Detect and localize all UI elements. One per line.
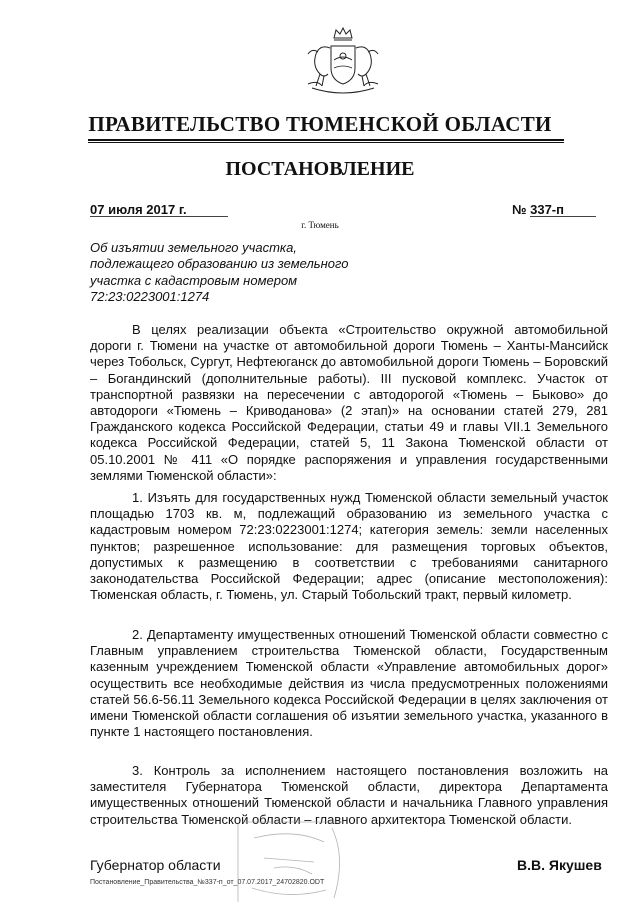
title-rule-thick bbox=[88, 139, 564, 141]
coat-of-arms-icon bbox=[298, 24, 388, 100]
official-stamp-icon bbox=[234, 818, 352, 908]
clause-2: 2. Департаменту имущественных отношений Тюменской области совместно с Главным управлением строительства Тюменской области, Государственным казенным учреждением Тюменской области «Управление автомобильных дорог» осуществить все необходимые действия из числа предусмотренных положениями статей 56.6-56.11 Земельного кодекса Российской Федерации в целях заключения от имени Тюменской области соглашения об изъятии земельного участка, указанного в пункте 1 настоящего постановления. bbox=[90, 627, 608, 740]
number-underline bbox=[530, 216, 596, 217]
date-underline bbox=[90, 216, 228, 217]
preamble-paragraph: В целях реализации объекта «Строительство окружной автомобильной дороги г. Тюмени на участке от автомобильной дороги Тюмень – Ханты-Мансийск через Тобольск, Сургут, Нефтеюганск до автомобильной дороги Тюмень – Боровский – Богандинский (дополнительные работы). III пусковой комплекс. Участок от транспортной развязки на пересечении с автодорогой «Тюмень – Быково» до автодороги «Тюмень – Криводанова» (2 этап)» на основании статей 279, 281 Гражданского кодекса Российской Федерации, статьи 49 и главы VII.1 Земельного кодекса Российской Федерации, статей 5, 11 Закона Тюменской области от 05.10.2001 № 411 «О порядке распоряжения и управления государственными землями Тюменской области»: bbox=[90, 322, 608, 483]
clause-3: 3. Контроль за исполнением настоящего постановления возложить на заместителя Губернатора Тюменской области, директора Департамента имущественных отношений Тюменской области и начальника Главного управления строительства Тюменской области – главного архитектора Тюменской области. bbox=[90, 763, 608, 827]
clause-1: 1. Изъять для государственных нужд Тюменской области земельный участок площадью 1703 кв. м, подлежащий образованию из земельного участка с кадастровым номером 72:23:0223001:1274; категория земель: земли населенных пунктов; разрешенное использование: для размещения торговых объектов, допустимых к размещению в соответствии с требованиями санитарного законодательства Российской Федерации; адрес (описание местоположения): Тюменская область, г. Тюмень, ул. Старый Тобольский тракт, первый километр. bbox=[90, 490, 608, 603]
document-type: ПОСТАНОВЛЕНИЕ bbox=[225, 158, 415, 180]
signer-title: Губернатор области bbox=[90, 857, 221, 873]
document-subject: Об изъятии земельного участка, подлежащего образованию из земельного участка с кадастровым номером 72:23:0223001:1274 bbox=[90, 240, 349, 305]
signer-name: В.В. Якушев bbox=[517, 857, 602, 873]
government-title: ПРАВИТЕЛЬСТВО ТЮМЕНСКОЙ ОБЛАСТИ bbox=[88, 112, 552, 136]
file-footer: Постановление_Правительства_№337-п_от_07.07.2017_24702820.ODT bbox=[90, 879, 325, 886]
document-number: № 337-п bbox=[512, 202, 564, 217]
title-rule-thin bbox=[88, 142, 564, 143]
document-date: 07 июля 2017 г. bbox=[90, 202, 187, 217]
document-city: г. Тюмень bbox=[301, 220, 339, 230]
